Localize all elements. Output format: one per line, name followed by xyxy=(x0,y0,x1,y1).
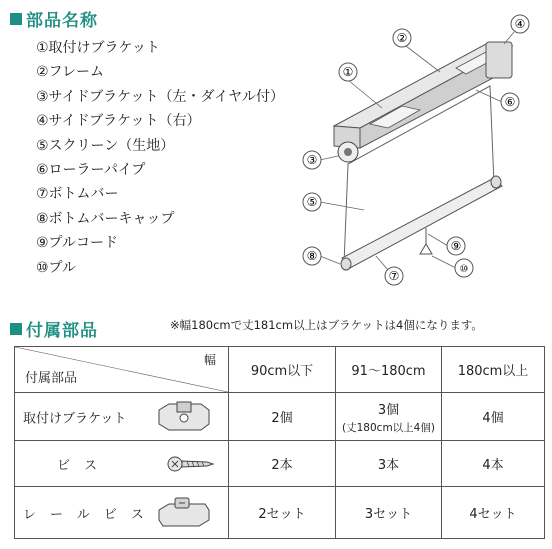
callout-6 xyxy=(501,93,519,111)
part-item: ⑨プルコード xyxy=(36,235,118,252)
parts-heading-title: 部品名称 xyxy=(26,11,98,31)
table-header-row xyxy=(15,347,545,393)
row-label: ビス xyxy=(57,458,112,473)
callout-7 xyxy=(385,267,403,285)
qty-cell: 2セット xyxy=(229,487,336,539)
part-item: ①取付けブラケット xyxy=(36,40,160,56)
accessories-heading-title: 付属部品 xyxy=(26,321,98,341)
row-item-cell xyxy=(15,487,229,539)
bracket-note: ※幅180cmで丈181cm以上はブラケットは4個になります。 xyxy=(170,318,483,332)
table-corner-cell xyxy=(15,347,229,393)
row-item-cell xyxy=(15,393,229,441)
column-header: 91～180cm xyxy=(336,347,442,393)
qty-value: 2個 xyxy=(271,411,293,426)
qty-cell: 3本 xyxy=(336,441,442,487)
screw-icon xyxy=(167,453,215,475)
accessories-heading xyxy=(10,316,98,341)
callout-5 xyxy=(303,193,321,211)
callout-3-text: ③ xyxy=(306,153,318,167)
qty-cell: 4本 xyxy=(442,441,545,487)
qty-value: 4個 xyxy=(482,411,504,426)
parts-heading xyxy=(10,6,98,31)
callout-10-text: ⑩ xyxy=(459,264,469,275)
accessories-table xyxy=(14,346,545,539)
part-item: ④サイドブラケット（右） xyxy=(36,113,201,130)
callout-9-text: ⑨ xyxy=(450,239,462,253)
qty-cell xyxy=(229,393,336,441)
table-row xyxy=(15,441,545,487)
part-item: ⑩プル xyxy=(36,259,76,276)
callout-1-text: ① xyxy=(342,65,354,79)
callout-4-text: ④ xyxy=(514,17,526,31)
part-item: ⑥ローラーパイプ xyxy=(36,161,146,178)
qty-note: (丈180cm以上4個) xyxy=(342,421,435,434)
callout-3 xyxy=(303,151,321,169)
part-item: ⑦ボトムバー xyxy=(36,186,119,203)
callout-10 xyxy=(455,259,473,277)
callout-2 xyxy=(393,29,411,47)
row-label: 取付けブラケット xyxy=(23,411,127,426)
qty-value: 3個 xyxy=(377,402,400,418)
qty-cell xyxy=(336,393,442,441)
qty-cell: 3セット xyxy=(336,487,442,539)
roll-screen-diagram xyxy=(290,6,540,286)
part-item: ⑧ボトムバーキャップ xyxy=(36,210,175,227)
callout-7-text: ⑦ xyxy=(388,269,400,283)
callout-8 xyxy=(303,247,321,265)
callout-6-text: ⑥ xyxy=(504,95,516,109)
callout-8-text: ⑧ xyxy=(306,249,318,263)
bracket-icon xyxy=(155,400,213,434)
column-header: 90cm以下 xyxy=(229,347,336,393)
part-item: ②フレーム xyxy=(36,64,104,81)
qty-cell xyxy=(442,393,545,441)
row-item-cell xyxy=(15,441,229,487)
part-item: ③サイドブラケット（左・ダイヤル付） xyxy=(36,88,285,105)
callout-2-text: ② xyxy=(396,31,408,45)
heading-marker xyxy=(10,323,22,335)
qty-cell: 4セット xyxy=(442,487,545,539)
callout-4 xyxy=(511,15,529,33)
parts-list xyxy=(36,36,284,280)
callout-5-text: ⑤ xyxy=(306,195,318,209)
heading-marker xyxy=(10,13,22,25)
part-item: ⑤スクリーン（生地） xyxy=(36,137,175,154)
row-label: レールビス xyxy=(23,507,158,522)
corner-width-label: 幅 xyxy=(203,353,216,367)
rail-screw-icon xyxy=(155,496,213,530)
table-row xyxy=(15,393,545,441)
side-bracket-left xyxy=(338,142,358,162)
callout-1 xyxy=(339,63,357,81)
pull-cord xyxy=(420,228,432,254)
callout-9 xyxy=(447,237,465,255)
corner-item-label: 付属部品 xyxy=(25,371,78,386)
column-header: 180cm以上 xyxy=(442,347,545,393)
table-row xyxy=(15,487,545,539)
qty-cell: 2本 xyxy=(229,441,336,487)
